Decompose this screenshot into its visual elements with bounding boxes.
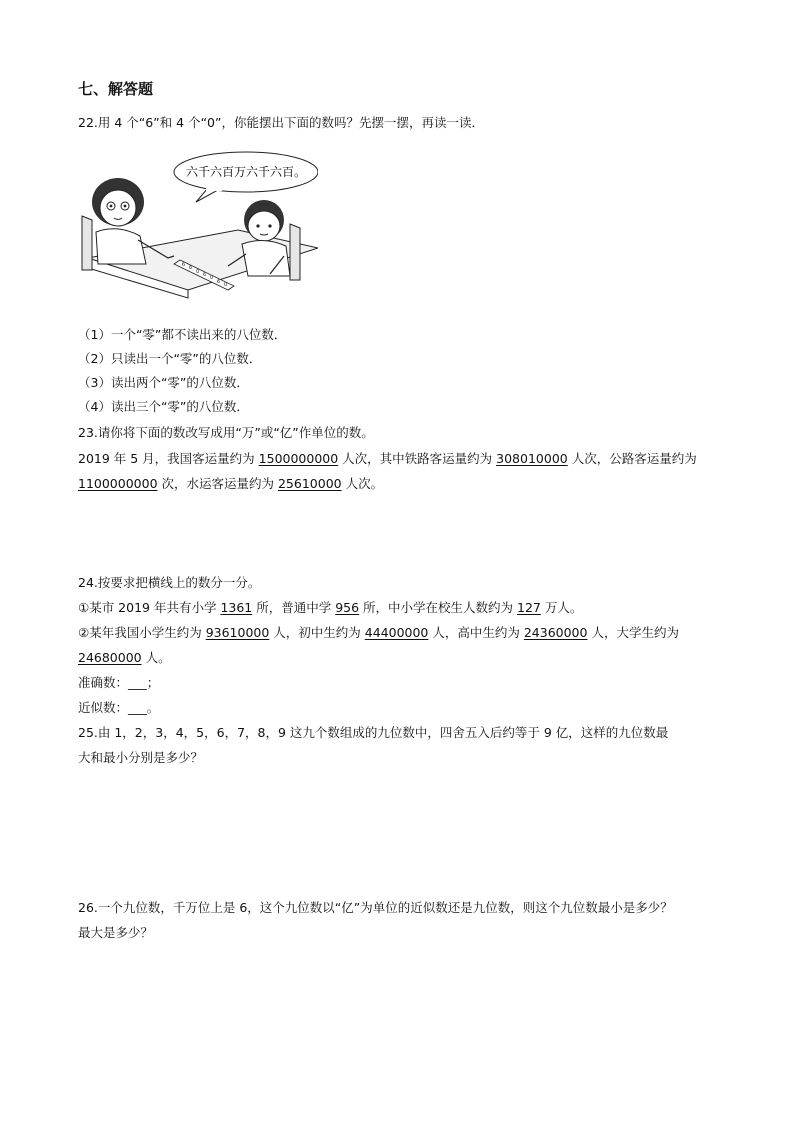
speech-bubble-text: 六千六百万六千六百。 <box>185 165 307 179</box>
q24-line-1: ①某市 2019 年共有小学 1361 所，普通中学 956 所，中小学在校生人数约为 127 万人。 <box>78 600 583 615</box>
svg-text:6: 6 <box>217 279 221 285</box>
q23-number: 25610000 <box>277 476 342 491</box>
q24-number: 44400000 <box>364 625 429 640</box>
q23-number: 308010000 <box>496 451 568 466</box>
svg-text:6: 6 <box>182 262 186 268</box>
q23-number: 1500000000 <box>258 451 339 466</box>
q24-prompt: 24.按要求把横线上的数分一分。 <box>78 575 261 590</box>
q26-line-1: 26.一个九位数，千万位上是 6，这个九位数以“亿”为单位的近似数还是九位数，则这个九位数最小是多少？ <box>78 900 673 915</box>
q24-line-3: 24680000 人。 <box>78 650 171 665</box>
q22-item-1: （1）一个“零”都不读出来的八位数． <box>78 327 287 342</box>
q23-number: 1100000000 <box>78 476 158 491</box>
q22-prompt: 22.用 4 个“6”和 4 个“0”，你能摆出下面的数吗？先摆一摆，再读一读． <box>78 115 484 130</box>
q22-item-3: （3）读出两个“零”的八位数． <box>78 375 249 390</box>
svg-text:6: 6 <box>189 265 193 271</box>
q24-number: 24680000 <box>78 650 142 665</box>
q24-number: 24360000 <box>523 625 588 640</box>
section-title: 七、解答题 <box>78 80 154 98</box>
q24-number: 1361 <box>220 600 253 615</box>
q24-number: 956 <box>335 600 360 615</box>
q24-number: 127 <box>517 600 541 615</box>
svg-text:0: 0 <box>196 269 200 275</box>
q25-line-2: 大和最小分别是多少？ <box>78 750 204 765</box>
q24-approx: 近似数：___。 <box>78 700 160 715</box>
children-illustration <box>78 140 318 300</box>
q24-line-2: ②某年我国小学生约为 93610000 人，初中生约为 44400000 人，高中生约为 24360000 人，大学生约为 <box>78 625 679 640</box>
svg-text:0: 0 <box>210 275 214 281</box>
q22-item-4: （4）读出三个“零”的八位数． <box>78 399 249 414</box>
q23-prompt: 23.请你将下面的数改写成用“万”或“亿”作单位的数。 <box>78 425 374 440</box>
q22-item-2: （2）只读出一个“零”的八位数． <box>78 351 262 366</box>
q26-line-2: 最大是多少？ <box>78 925 154 940</box>
q25-line-1: 25.由 1，2，3，4，5，6，7，8，9 这九个数组成的九位数中，四舍五入后约等于 9 亿，这样的九位数最 <box>78 725 669 740</box>
svg-text:6: 6 <box>203 272 207 278</box>
svg-text:0: 0 <box>224 282 228 288</box>
q23-line-1: 2019 年 5 月，我国客运量约为 1500000000 人次，其中铁路客运量约为 308010000 人次，公路客运量约为 <box>78 451 697 466</box>
q24-exact: 准确数：___； <box>78 675 160 690</box>
q23-line-2: 1100000000 次，水运客运量约为 25610000 人次。 <box>78 476 384 491</box>
q24-number: 93610000 <box>205 625 270 640</box>
